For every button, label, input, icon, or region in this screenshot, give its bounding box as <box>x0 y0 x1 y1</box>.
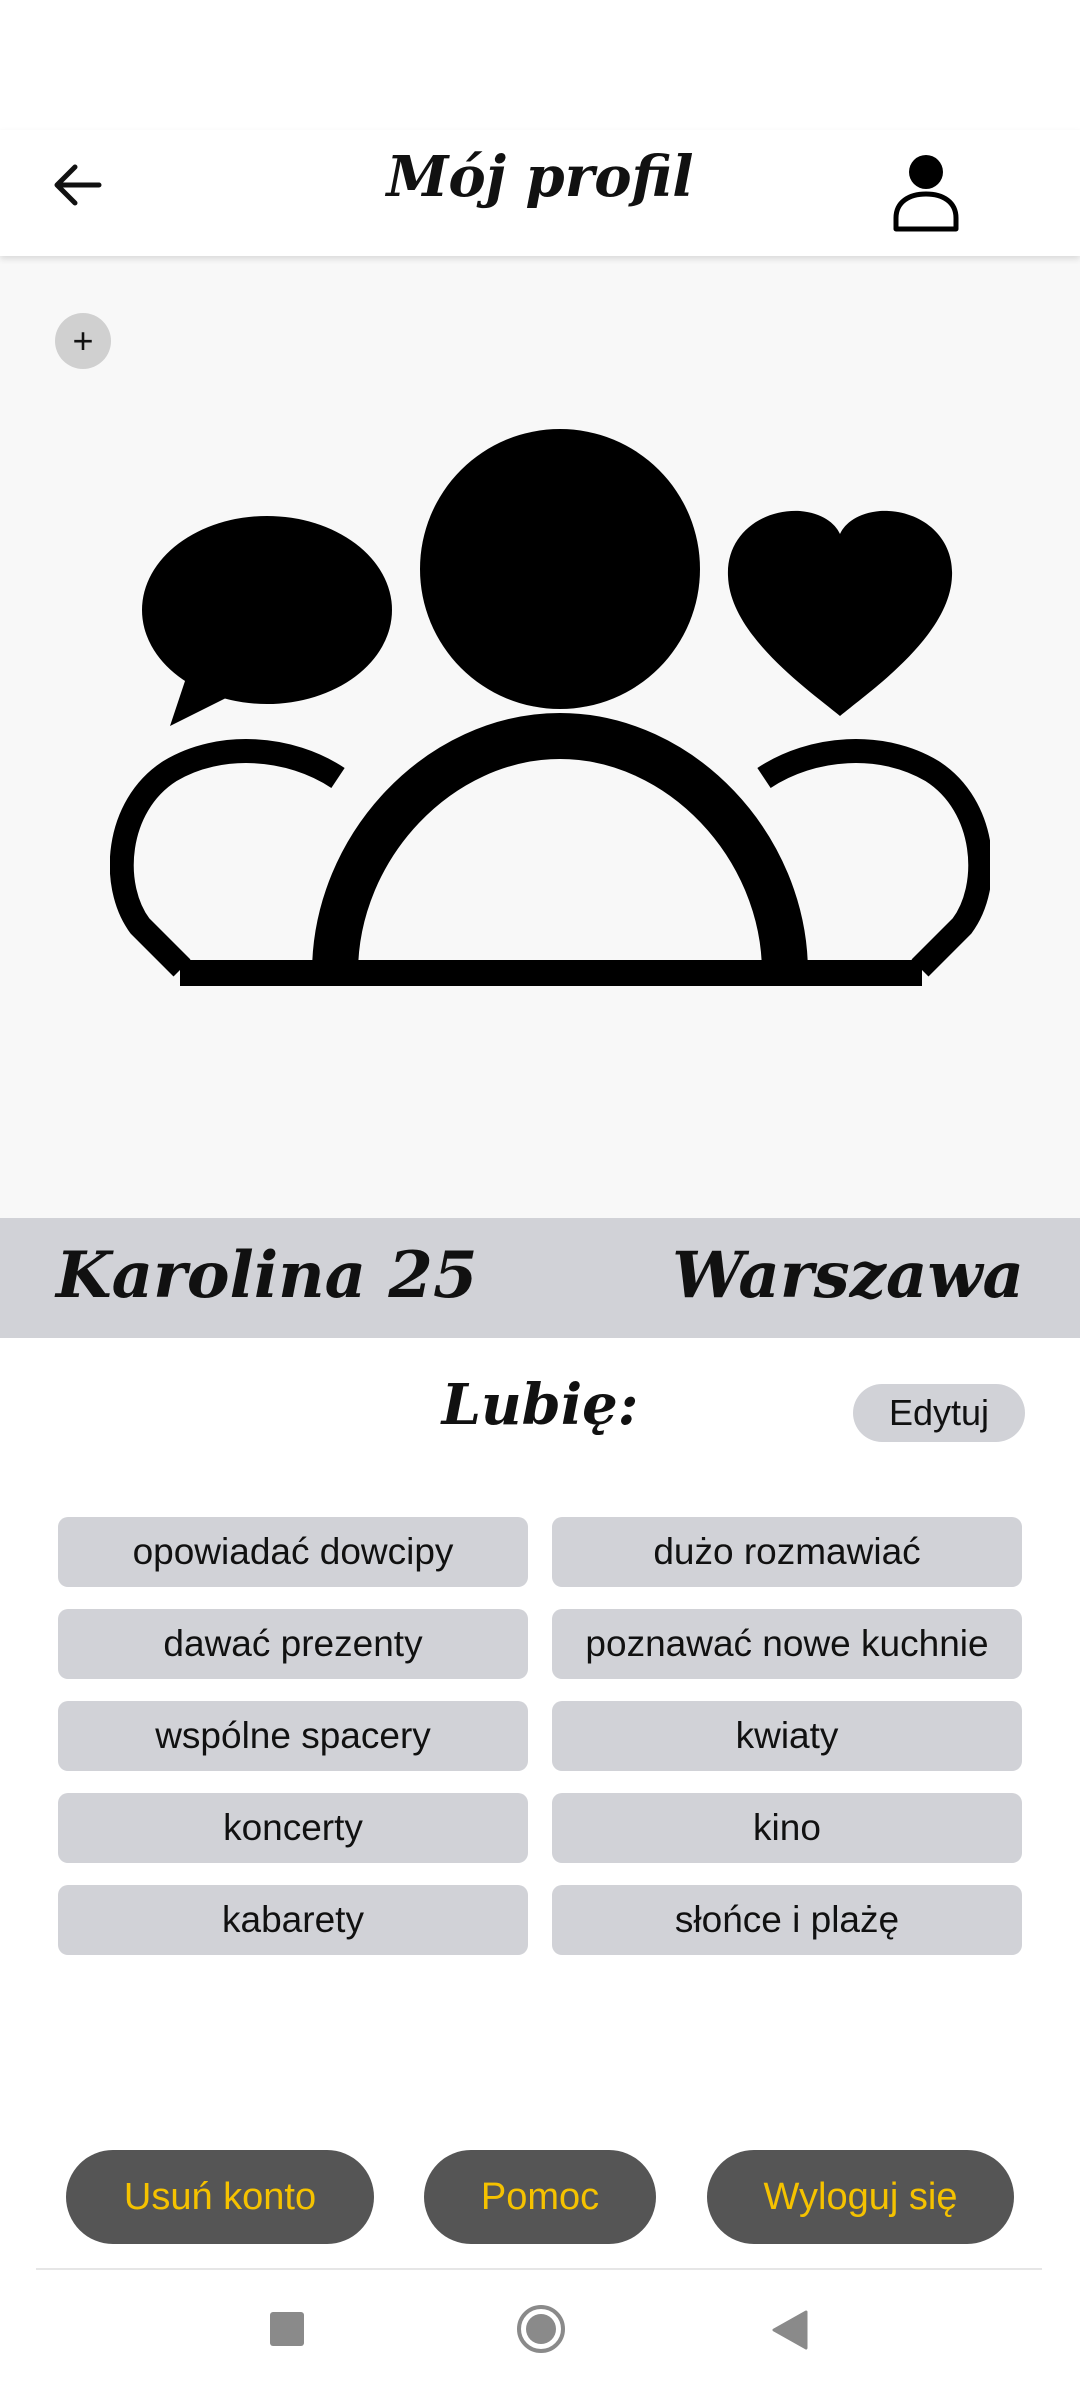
like-chip: kabarety <box>58 1885 528 1955</box>
like-chip: kwiaty <box>552 1701 1022 1771</box>
delete-account-button[interactable]: Usuń konto <box>66 2150 374 2244</box>
like-chip: poznawać nowe kuchnie <box>552 1609 1022 1679</box>
home-icon[interactable] <box>516 2304 566 2354</box>
people-chat-heart-icon <box>110 426 990 1006</box>
status-bar <box>0 0 1080 130</box>
like-chip: koncerty <box>58 1793 528 1863</box>
like-chip: kino <box>552 1793 1022 1863</box>
page-title: Mój profil <box>386 144 694 210</box>
recent-apps-icon[interactable] <box>270 2312 304 2346</box>
user-icon <box>891 152 961 232</box>
likes-heading: Lubię: <box>441 1372 639 1438</box>
like-chip: dawać prezenty <box>58 1609 528 1679</box>
like-chip: słońce i plażę <box>552 1885 1022 1955</box>
like-chip: wspólne spacery <box>58 1701 528 1771</box>
profile-photo-area <box>0 256 1080 1218</box>
profile-name-age: Karolina 25 <box>56 1238 478 1313</box>
add-photo-button[interactable]: + <box>55 313 111 369</box>
system-navigation-bar <box>0 2270 1080 2400</box>
profile-info-bar <box>0 1218 1080 1338</box>
profile-city: Warszawa <box>672 1238 1024 1313</box>
help-button[interactable]: Pomoc <box>424 2150 656 2244</box>
profile-button[interactable] <box>884 142 968 242</box>
logout-button[interactable]: Wyloguj się <box>707 2150 1014 2244</box>
like-chip: dużo rozmawiać <box>552 1517 1022 1587</box>
likes-list <box>58 1517 1022 1955</box>
app-bar <box>0 130 1080 256</box>
back-nav-icon[interactable] <box>770 2308 810 2352</box>
like-chip: opowiadać dowcipy <box>58 1517 528 1587</box>
edit-likes-button[interactable]: Edytuj <box>853 1384 1025 1442</box>
